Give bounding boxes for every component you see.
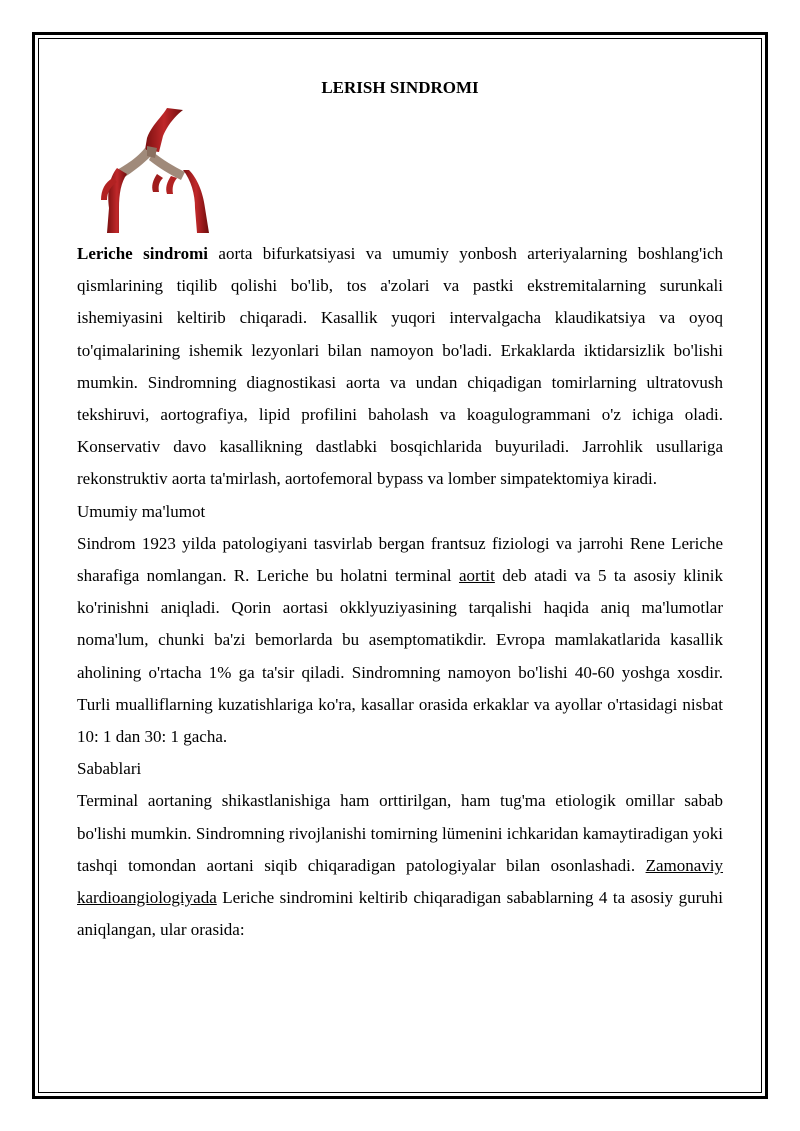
paragraph-intro-text: aorta bifurkatsiyasi va umumiy yonbosh arteriyalarning boshlang'ich qismlarining tiqilib qolishi bo'lib, tos a'zolari va pastki ekstremitalarning surunkali ishemiyasini keltirib chiqaradi. Kasallik yuqori intervalgacha klaudikatsiya va oyoq to'qimalarining ishemik lezyonlari bilan namoyon bo'ladi. Erkaklarda iktidarsizlik bo'lishi mumkin. Sindromning diagnostikasi aorta va undan chiqadigan tomirlarning ultratovush tekshiruvi, aortografiya, lipid profilini baholash va koagulogrammani o'z ichiga oladi. Konservativ davo kasallikning dastlabki bosqichlarida buyuriladi. Jarrohlik usullariga rekonstruktiv aorta ta'mirlash, aortofemoral bypass va lomber simpatektomiya kiradi. (77, 244, 723, 489)
paragraph-intro (77, 238, 723, 496)
document-title: LERISH SINDROMI (321, 78, 479, 97)
paragraph-general-text-a: Sindrom 1923 yilda patologiyani tasvirlab bergan frantsuz fiziologi va jarrohi Rene Leriche sharafiga nomlangan. R. Leriche bu holatni terminal (77, 533, 723, 586)
link-zamonaviy-kardioangiologiyada[interactable]: Zamonaviy kardioangiologiyada (77, 855, 723, 908)
link-aortit[interactable]: aortit (458, 566, 495, 586)
section-heading-general: Umumiy ma'lumot (77, 501, 206, 521)
paragraph-general (77, 528, 723, 753)
document-body (77, 66, 723, 946)
aortic-bifurcation-illustration (87, 108, 227, 233)
paragraph-causes (77, 785, 723, 946)
section-heading-causes: Sabablari (77, 759, 142, 779)
paragraph-causes-text-b: Leriche sindromini keltirib chiqaradigan sabablarning 4 ta asosiy guruhi aniqlangan, ular orasida: (77, 888, 723, 940)
term-leriche-sindromi: Leriche sindromi (77, 244, 208, 263)
paragraph-causes-text-a: Terminal aortaning shikastlanishiga ham orttirilgan, ham tug'ma etiologik omillar sabab bo'lishi mumkin. Sindromning rivojlanishi tomirning lümenini ichkaridan kamaytiradigan yoki tashqi tomondan aortani siqib chiqaradigan patologiyalar bilan osonlashadi. (77, 791, 723, 875)
paragraph-general-text-b: deb atadi va 5 ta asosiy klinik ko'rinishni aniqladi. Qorin aortasi okklyuziyasining tarqalishi haqida aniq ma'lumotlar noma'lum, chunki ba'zi bemorlarda bu asemptomatikdir. Evropa mamlakatlarida kasallik aholining o'rtacha 1% ga ta'sir qiladi. Sindromning namoyon bo'lishi 40-60 yoshga xosdir. Turli mualliflarning kuzatishlariga ko'ra, kasallar orasida erkaklar va ayollar o'rtasidagi nisbat 10: 1 dan 30: 1 gacha. (77, 566, 723, 747)
